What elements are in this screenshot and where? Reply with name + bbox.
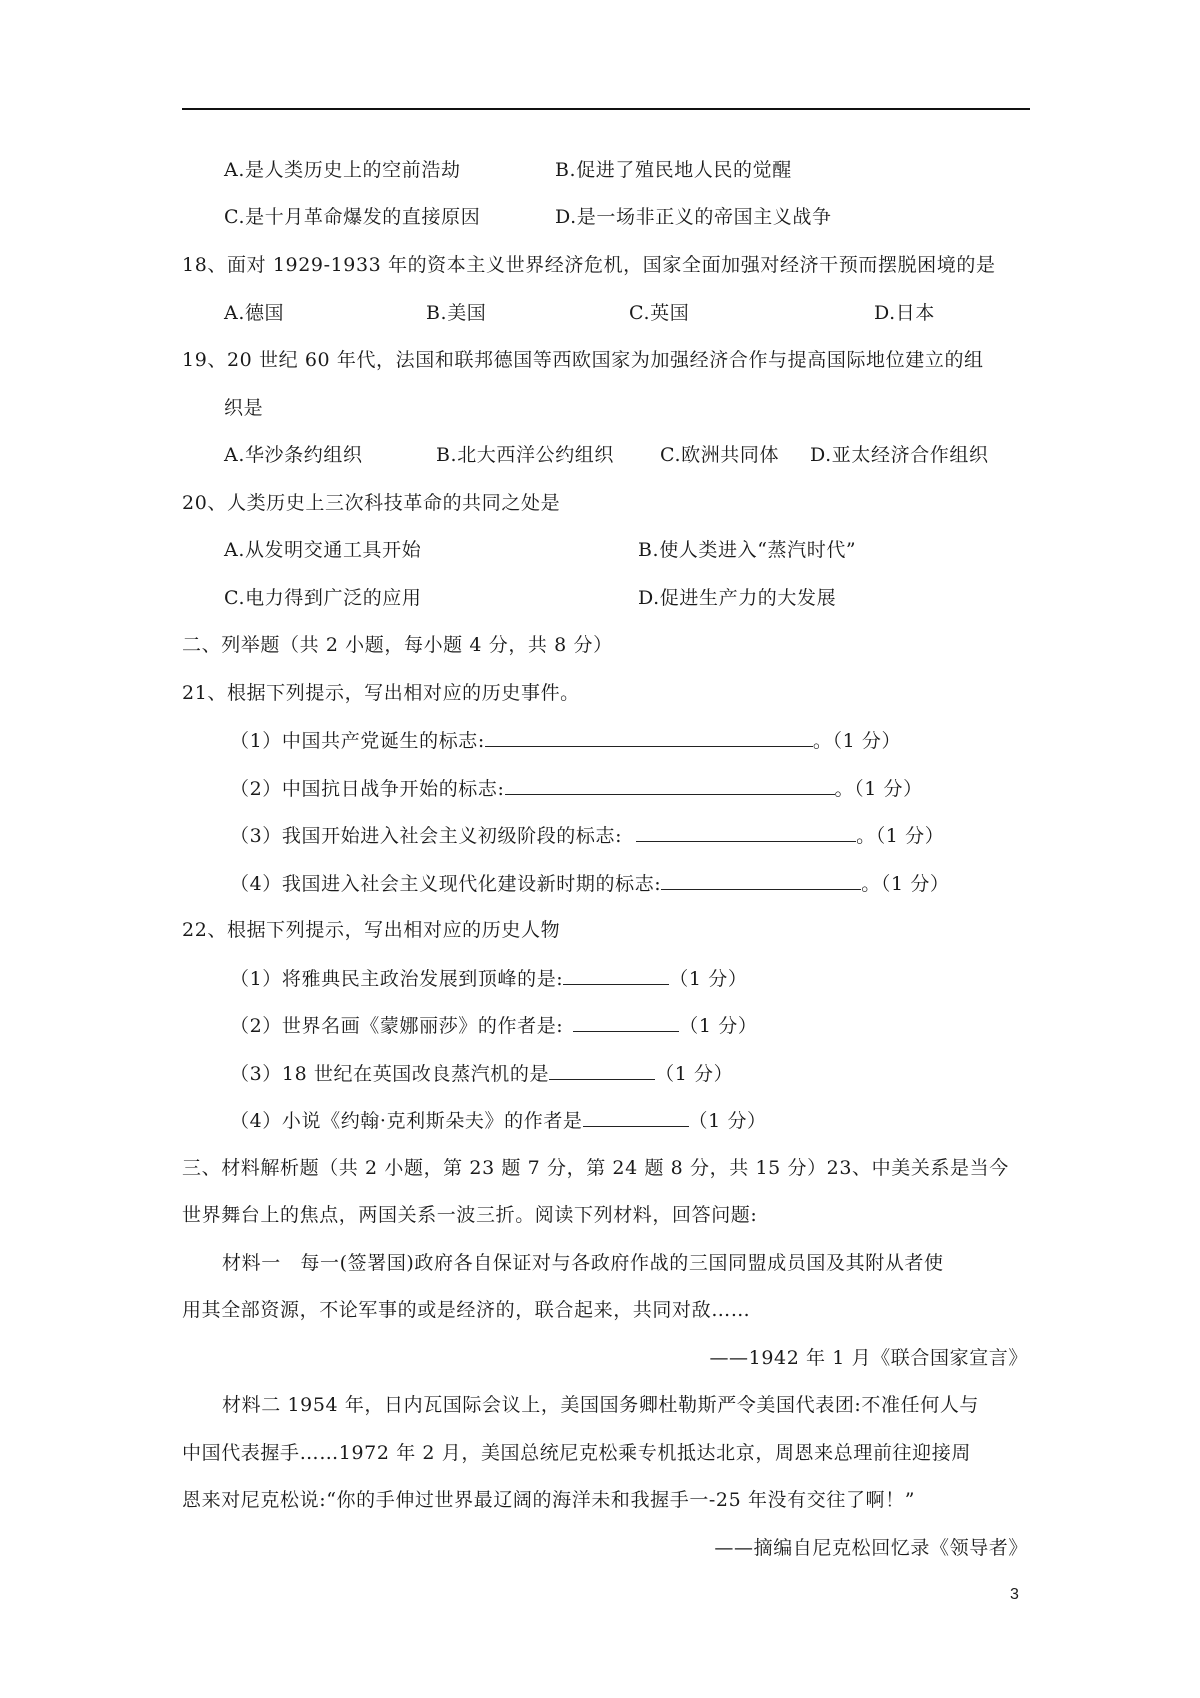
q20-stem: 20、人类历史上三次科技革命的共同之处是 bbox=[182, 492, 561, 514]
material1-line2: 用其全部资源，不论军事的或是经济的，联合起来，共同对敌…… bbox=[182, 1299, 751, 1321]
q22-item-3-blank bbox=[549, 1059, 655, 1080]
q19-option-d: D.亚太经济合作组织 bbox=[810, 444, 989, 466]
q17-option-a: A.是人类历史上的空前浩劫 bbox=[224, 159, 461, 181]
q18-option-b: B.美国 bbox=[426, 302, 487, 324]
q22-item-3-score: （1 分） bbox=[655, 1063, 734, 1085]
q22-item-4 bbox=[230, 1106, 767, 1135]
q22-item-2 bbox=[230, 1011, 757, 1040]
q22-stem: 22、根据下列提示，写出相对应的历史人物 bbox=[182, 919, 561, 941]
header-rule bbox=[182, 108, 1030, 110]
q19-stem-line2: 织是 bbox=[224, 397, 264, 419]
q18-option-a: A.德国 bbox=[224, 302, 285, 324]
q18-option-c: C.英国 bbox=[629, 302, 690, 324]
q21-item-4-score: 。（1 分） bbox=[861, 873, 950, 895]
q21-item-2-blank bbox=[505, 774, 835, 795]
q21-item-2 bbox=[230, 774, 923, 803]
material2-line3: 恩来对尼克松说:“你的手伸过世界最辽阔的海洋未和我握手一-25 年没有交往了啊！” bbox=[182, 1489, 916, 1511]
q21-item-3-blank bbox=[636, 821, 856, 842]
q21-item-3-text: （3）我国开始进入社会主义初级阶段的标志: bbox=[230, 825, 623, 847]
q17-option-d: D.是一场非正义的帝国主义战争 bbox=[555, 206, 832, 228]
q20-option-b: B.使人类进入“蒸汽时代” bbox=[638, 539, 857, 561]
q22-item-2-blank bbox=[573, 1011, 679, 1032]
q21-item-4-blank bbox=[661, 869, 861, 890]
q21-item-3 bbox=[230, 821, 944, 850]
q18-stem: 18、面对 1929-1933 年的资本主义世界经济危机，国家全面加强对经济干预而摆脱困境的是 bbox=[182, 254, 996, 276]
material1-line1: 材料一 每一(签署国)政府各自保证对与各政府作战的三国同盟成员国及其附从者使 bbox=[222, 1252, 944, 1274]
q18-option-d: D.日本 bbox=[874, 302, 935, 324]
q20-option-d: D.促进生产力的大发展 bbox=[638, 587, 837, 609]
q22-item-4-text: （4）小说《约翰·克利斯朵夫》的作者是 bbox=[230, 1110, 583, 1132]
q20-option-c: C.电力得到广泛的应用 bbox=[224, 587, 422, 609]
q21-item-4 bbox=[230, 869, 950, 898]
section3-line2: 世界舞台上的焦点，两国关系一波三折。阅读下列材料，回答问题: bbox=[182, 1204, 758, 1226]
material2-source: ——摘编自尼克松回忆录《领导者》 bbox=[714, 1537, 1028, 1559]
material1-source: ——1942 年 1 月《联合国家宣言》 bbox=[709, 1347, 1028, 1369]
q22-item-4-score: （1 分） bbox=[688, 1110, 767, 1132]
q21-stem: 21、根据下列提示，写出相对应的历史事件。 bbox=[182, 682, 580, 704]
q21-item-2-text: （2）中国抗日战争开始的标志: bbox=[230, 778, 505, 800]
q19-stem-line1: 19、20 世纪 60 年代，法国和联邦德国等西欧国家为加强经济合作与提高国际地位建立的组 bbox=[182, 349, 984, 371]
q22-item-3 bbox=[230, 1059, 733, 1088]
section3-line1: 三、材料解析题（共 2 小题，第 23 题 7 分，第 24 题 8 分，共 15 分）23、中美关系是当今 bbox=[182, 1157, 1009, 1179]
q21-item-3-score: 。（1 分） bbox=[856, 825, 945, 847]
q19-option-c: C.欧洲共同体 bbox=[660, 444, 780, 466]
q20-option-a: A.从发明交通工具开始 bbox=[224, 539, 422, 561]
q21-item-1-blank bbox=[485, 726, 813, 747]
q19-option-b: B.北大西洋公约组织 bbox=[436, 444, 615, 466]
q22-item-1-score: （1 分） bbox=[669, 968, 748, 990]
section2-title: 二、列举题（共 2 小题，每小题 4 分，共 8 分） bbox=[182, 634, 613, 656]
q21-item-1-text: （1）中国共产党诞生的标志: bbox=[230, 730, 485, 752]
q19-option-a: A.华沙条约组织 bbox=[224, 444, 363, 466]
q17-option-b: B.促进了殖民地人民的觉醒 bbox=[555, 159, 792, 181]
q22-item-4-blank bbox=[583, 1106, 689, 1127]
q21-item-2-score: 。（1 分） bbox=[834, 778, 923, 800]
page-number: 3 bbox=[1010, 1586, 1019, 1603]
q22-item-1 bbox=[230, 964, 747, 993]
q21-item-4-text: （4）我国进入社会主义现代化建设新时期的标志: bbox=[230, 873, 662, 895]
q21-item-1-score: 。（1 分） bbox=[812, 730, 902, 752]
q17-option-c: C.是十月革命爆发的直接原因 bbox=[224, 206, 481, 228]
q22-item-2-text: （2）世界名画《蒙娜丽莎》的作者是: bbox=[230, 1015, 564, 1037]
q21-item-1 bbox=[230, 726, 901, 755]
q22-item-1-blank bbox=[563, 964, 669, 985]
q22-item-2-score: （1 分） bbox=[679, 1015, 758, 1037]
q22-item-1-text: （1）将雅典民主政治发展到顶峰的是: bbox=[230, 968, 564, 990]
q22-item-3-text: （3）18 世纪在英国改良蒸汽机的是 bbox=[230, 1063, 550, 1085]
material2-line2: 中国代表握手……1972 年 2 月，美国总统尼克松乘专机抵达北京，周恩来总理前往迎接周 bbox=[182, 1442, 971, 1464]
material2-line1: 材料二 1954 年，日内瓦国际会议上，美国国务卿杜勒斯严令美国代表团:不准任何人与 bbox=[222, 1394, 980, 1416]
